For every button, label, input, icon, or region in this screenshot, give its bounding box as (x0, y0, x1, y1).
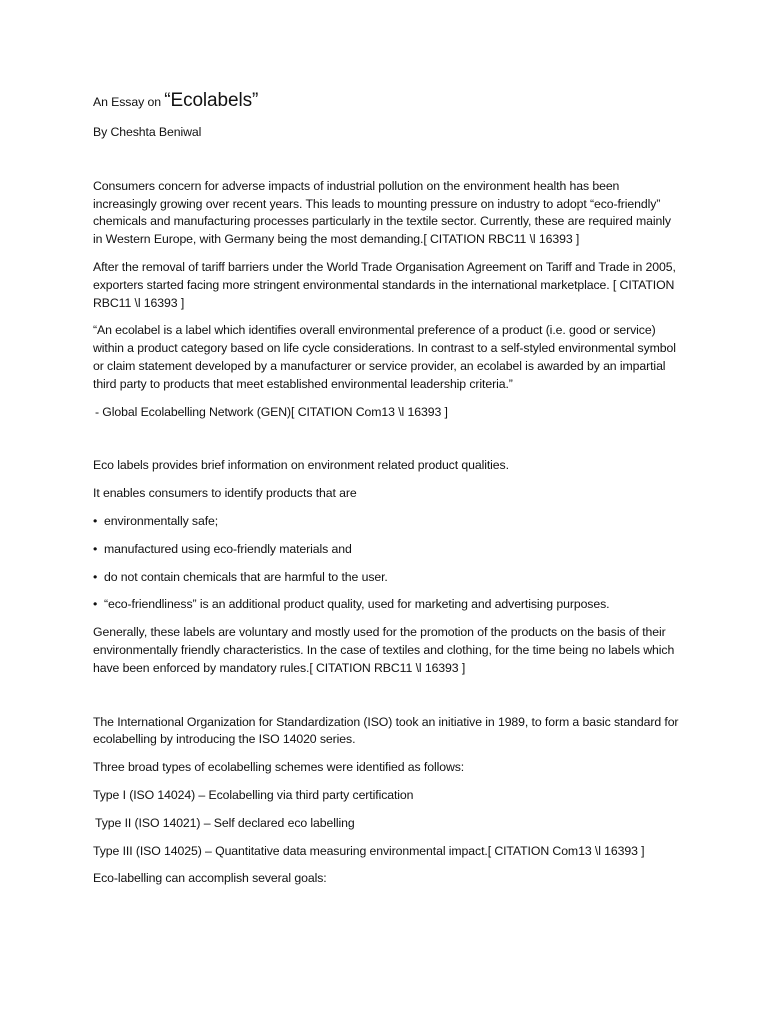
paragraph-definition-quote: “An ecolabel is a label which identifies overall environmental preference of a product (i.e. good or service) within a product category based on life cycle considerations. In contrast to a self-styled environmental symbol or claim statement developed by a manufacturer or service provider, an ecolabel is awarded by an impartial third party to products that meet established environmental leadership criteria.” (93, 323, 676, 391)
list-item (93, 596, 683, 614)
list-item (93, 569, 683, 587)
paragraph-eco-labels-info: Eco labels provides brief information on environment related product qualities. (93, 458, 509, 473)
list-item-text: do not contain chemicals that are harmful to the user. (104, 569, 388, 584)
essay-title (93, 88, 683, 115)
bullet-icon: • (93, 513, 98, 528)
type-one: Type I (ISO 14024) – Ecolabelling via third party certification (93, 787, 414, 802)
quote-source: - Global Ecolabelling Network (GEN)[ CITATION Com13 \l 16393 ] (95, 404, 448, 419)
document-page (93, 88, 683, 888)
bullet-icon: • (93, 541, 98, 556)
type-three: Type III (ISO 14025) – Quantitative data measuring environmental impact.[ CITATION Com13 \l 16393 ] (93, 843, 645, 858)
paragraph-tariff: After the removal of tariff barriers under the World Trade Organisation Agreement on Tariff and Trade in 2005, exporters started facing more stringent environmental standards in the international marketplace. [ CITATION RBC11 \l 16393 ] (93, 259, 676, 310)
author-line: By Cheshta Beniwal (93, 125, 202, 139)
list-item-text: environmentally safe; (104, 513, 219, 528)
bullet-icon: • (93, 569, 98, 584)
type-two: Type II (ISO 14021) – Self declared eco labelling (95, 815, 355, 830)
paragraph-three-types: Three broad types of ecolabelling schemes were identified as follows: (93, 760, 465, 775)
title-main: “Ecolabels” (164, 90, 259, 111)
list-item (93, 513, 683, 531)
title-prefix: An Essay on (93, 95, 165, 109)
paragraph-voluntary: Generally, these labels are voluntary and mostly used for the promotion of the products on the basis of their environmentally friendly characteristics. In the case of textiles and clothing, for the time being no labels which have been enforced by mandatory rules.[ CITATION RBC11 \l 16393 ] (93, 625, 675, 675)
list-item-text: manufactured using eco-friendly materials and (104, 541, 352, 556)
paragraph-consumers: Consumers concern for adverse impacts of industrial pollution on the environment health has been increasingly growing over recent years. This leads to mounting pressure on industry to adopt “eco-friendly” chemicals and manufacturing processes particularly in the textile sector. Currently, these are required mainly in Western Europe, with Germany being the most demanding.[ CITATION RBC11 \l 16393 ] (93, 178, 671, 247)
list-item-text: “eco-friendliness” is an additional product quality, used for marketing and advertising purposes. (104, 597, 610, 612)
bullet-icon: • (93, 597, 98, 612)
list-item (93, 541, 683, 559)
paragraph-goals: Eco-labelling can accomplish several goals: (93, 871, 327, 886)
paragraph-iso: The International Organization for Standardization (ISO) took an initiative in 1989, to form a basic standard for ecolabelling by introducing the ISO 14020 series. (93, 714, 679, 747)
paragraph-enables: It enables consumers to identify products that are (93, 486, 357, 501)
